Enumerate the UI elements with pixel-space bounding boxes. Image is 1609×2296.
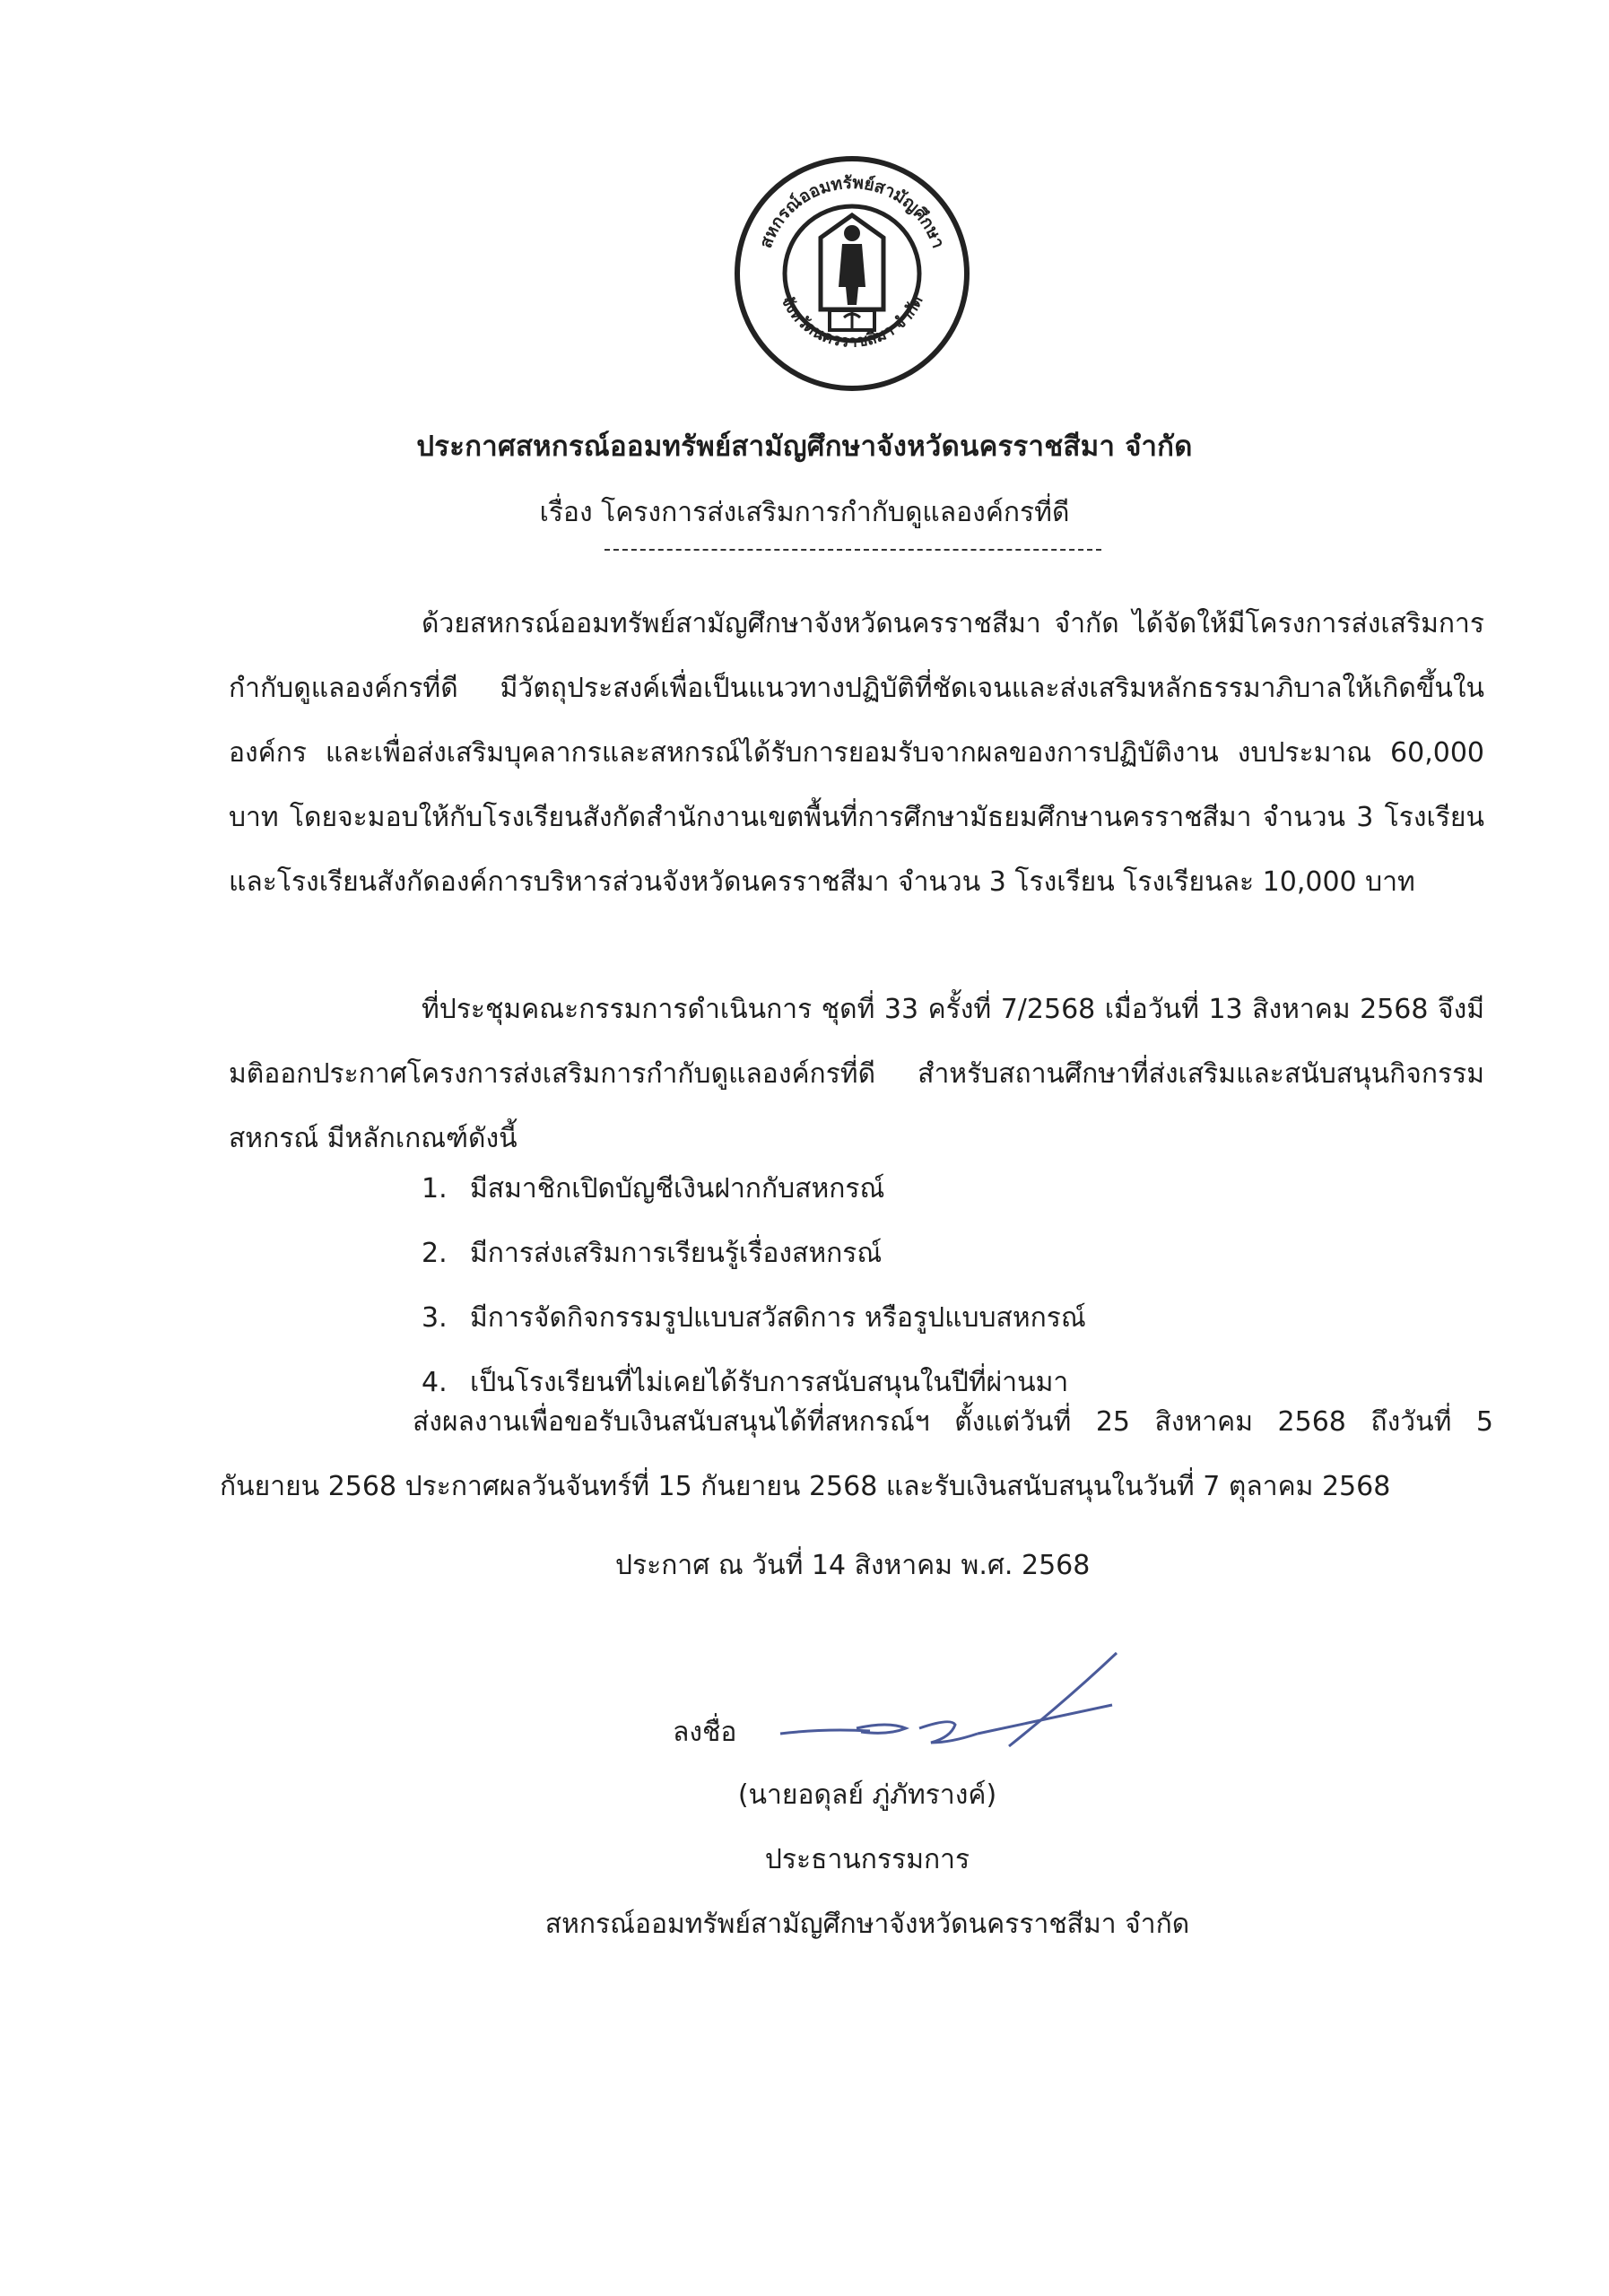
cooperative-seal-logo <box>731 152 973 395</box>
announcement-date: ประกาศ ณ วันที่ 14 สิงหาคม พ.ศ. 2568 <box>615 1550 1091 1581</box>
seal-top-text: สหกรณ์ออมทรัพย์สามัญศึกษา <box>755 172 949 251</box>
body-paragraph-1: ด้วยสหกรณ์ออมทรัพย์สามัญศึกษาจังหวัดนครราชสีมา จำกัด ได้จัดให้มีโครงการส่งเสริมการกำกับดูแลองค์กรที่ดี มีวัตถุประสงค์เพื่อเป็นแนวทางปฏิบัติที่ชัดเจนและส่งเสริมหลักธรรมาภิบาลให้เกิดขึ้นในองค์กร และเพื่อส่งเสริมบุคลากรและสหกรณ์ได้รับการยอมรับจากผลของการปฏิบัติงาน งบประมาณ 60,000 บาท โดยจะมอบให้กับโรงเรียนสังกัดสำนักงานเขตพื้นที่การศึกษามัธยมศึกษานครราชสีมา จำนวน 3 โรงเรียน และโรงเรียนสังกัดองค์การบริหารส่วนจังหวัดนครราชสีมา จำนวน 3 โรงเรียน โรงเรียนละ 10,000 บาท <box>229 608 1484 898</box>
criteria-list <box>422 1157 1086 1415</box>
signer-name: (นายอดุลย์ ภู่ภัทรางค์) <box>737 1779 997 1811</box>
body-paragraph-2: ที่ประชุมคณะกรรมการดำเนินการ ชุดที่ 33 ครั้งที่ 7/2568 เมื่อวันที่ 13 สิงหาคม 2568 จึงมีมติออกประกาศโครงการส่งเสริมการกำกับดูแลองค์กรที่ดี สำหรับสถานศึกษาที่ส่งเสริมและสนับสนุนกิจกรรมสหกรณ์ มีหลักเกณฑ์ดังนี้ <box>229 994 1484 1154</box>
handwritten-signature <box>771 1646 1130 1762</box>
announcement-title: ประกาศสหกรณ์ออมทรัพย์สามัญศึกษาจังหวัดนครราชสีมา จำกัด <box>416 430 1193 463</box>
seal-bottom-text: จังหวัดนครราชสีมา จำกัด <box>777 292 927 352</box>
announcement-subject: เรื่อง โครงการส่งเสริมการกำกับดูแลองค์กรที่ดี <box>539 497 1070 528</box>
body-paragraph-3: ส่งผลงานเพื่อขอรับเงินสนับสนุนได้ที่สหกรณ์ฯ ตั้งแต่วันที่ 25 สิงหาคม 2568 ถึงวันที่ 5 กันยายน 2568 ประกาศผลวันจันทร์ที่ 15 กันยายน 2568 และรับเงินสนับสนุนในวันที่ 7 ตุลาคม 2568 <box>220 1406 1493 1502</box>
signer-organization: สหกรณ์ออมทรัพย์สามัญศึกษาจังหวัดนครราชสีมา จำกัด <box>544 1909 1190 1940</box>
signature-label: ลงชื่อ <box>673 1717 737 1748</box>
signer-title: ประธานกรรมการ <box>764 1844 970 1875</box>
criteria-item: 1. มีสมาชิกเปิดบัญชีเงินฝากกับสหกรณ์ <box>422 1173 885 1205</box>
criteria-item: 3. มีการจัดกิจกรรมรูปแบบสวัสดิการ หรือรูปแบบสหกรณ์ <box>422 1302 1086 1334</box>
seal-emblem-icon <box>821 215 883 330</box>
criteria-item: 4. เป็นโรงเรียนที่ไม่เคยได้รับการสนับสนุนในปีที่ผ่านมา <box>422 1367 1069 1398</box>
title-divider <box>604 549 1101 551</box>
criteria-item: 2. มีการส่งเสริมการเรียนรู้เรื่องสหกรณ์ <box>422 1238 883 1269</box>
